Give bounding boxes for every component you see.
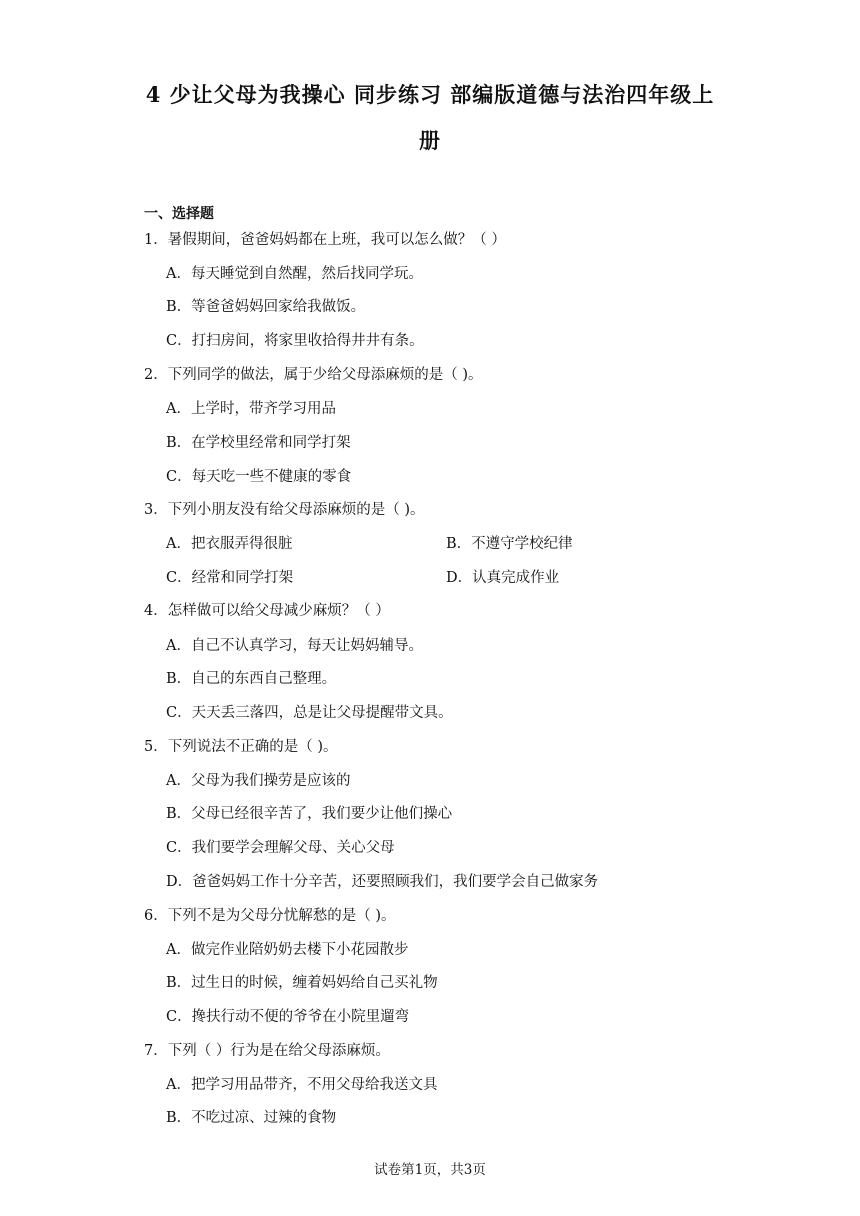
- q7-option-a: A．把学习用品带齐，不用父母给我送文具: [166, 1077, 438, 1093]
- q3-option-c: C．经常和同学打架: [166, 570, 294, 586]
- q1-option-a: A．每天睡觉到自然醒，然后找同学玩。: [166, 266, 423, 282]
- q6-option-c: C．搀扶行动不便的爷爷在小院里遛弯: [166, 1009, 410, 1025]
- q5-option-a: A．父母为我们操劳是应该的: [166, 773, 351, 789]
- q3-option-b: B．不遵守学校纪律: [446, 536, 573, 552]
- q5-option-c: C．我们要学会理解父母、关心父母: [166, 840, 395, 856]
- question-3: 3．下列小朋友没有给父母添麻烦的是（ )。: [144, 502, 425, 518]
- question-1: 1．暑假期间，爸爸妈妈都在上班，我可以怎么做？（ ）: [144, 232, 506, 248]
- question-7: 7．下列（ ）行为是在给父母添麻烦。: [144, 1043, 390, 1059]
- title-line-2: 册: [419, 128, 441, 153]
- document-title: [120, 72, 740, 164]
- q3-option-a: A．把衣服弄得很脏: [166, 536, 293, 552]
- q4-option-c: C．天天丢三落四，总是让父母提醒带文具。: [166, 705, 453, 721]
- question-2: 2．下列同学的做法，属于少给父母添麻烦的是（ )。: [144, 367, 483, 383]
- q6-option-a: A．做完作业陪奶奶去楼下小花园散步: [166, 942, 409, 958]
- q1-option-b: B．等爸爸妈妈回家给我做饭。: [166, 299, 366, 315]
- question-4: 4．怎样做可以给父母减少麻烦？（ ）: [144, 603, 390, 619]
- q1-option-c: C．打扫房间，将家里收拾得井井有条。: [166, 333, 424, 349]
- title-line-1: 4 少让父母为我操心 同步练习 部编版道德与法治四年级上: [145, 82, 715, 107]
- q6-option-b: B．过生日的时候，缠着妈妈给自己买礼物: [166, 975, 438, 991]
- q3-option-d: D．认真完成作业: [446, 570, 560, 586]
- q4-option-a: A．自己不认真学习，每天让妈妈辅导。: [166, 638, 423, 654]
- section-heading: 一、选择题: [144, 206, 214, 222]
- page-footer: 试卷第1页，共3页: [374, 1162, 486, 1178]
- q2-option-c: C．每天吃一些不健康的零食: [166, 469, 352, 485]
- question-5: 5．下列说法不正确的是（ )。: [144, 739, 338, 755]
- q5-option-b: B．父母已经很辛苦了，我们要少让他们操心: [166, 806, 453, 822]
- q4-option-b: B．自己的东西自己整理。: [166, 671, 337, 687]
- question-6: 6．下列不是为父母分忧解愁的是（ )。: [144, 908, 396, 924]
- q2-option-b: B．在学校里经常和同学打架: [166, 435, 351, 451]
- q5-option-d: D．爸爸妈妈工作十分辛苦，还要照顾我们，我们要学会自己做家务: [166, 874, 599, 890]
- q7-option-b: B．不吃过凉、过辣的食物: [166, 1110, 337, 1126]
- q2-option-a: A．上学时，带齐学习用品: [166, 401, 336, 417]
